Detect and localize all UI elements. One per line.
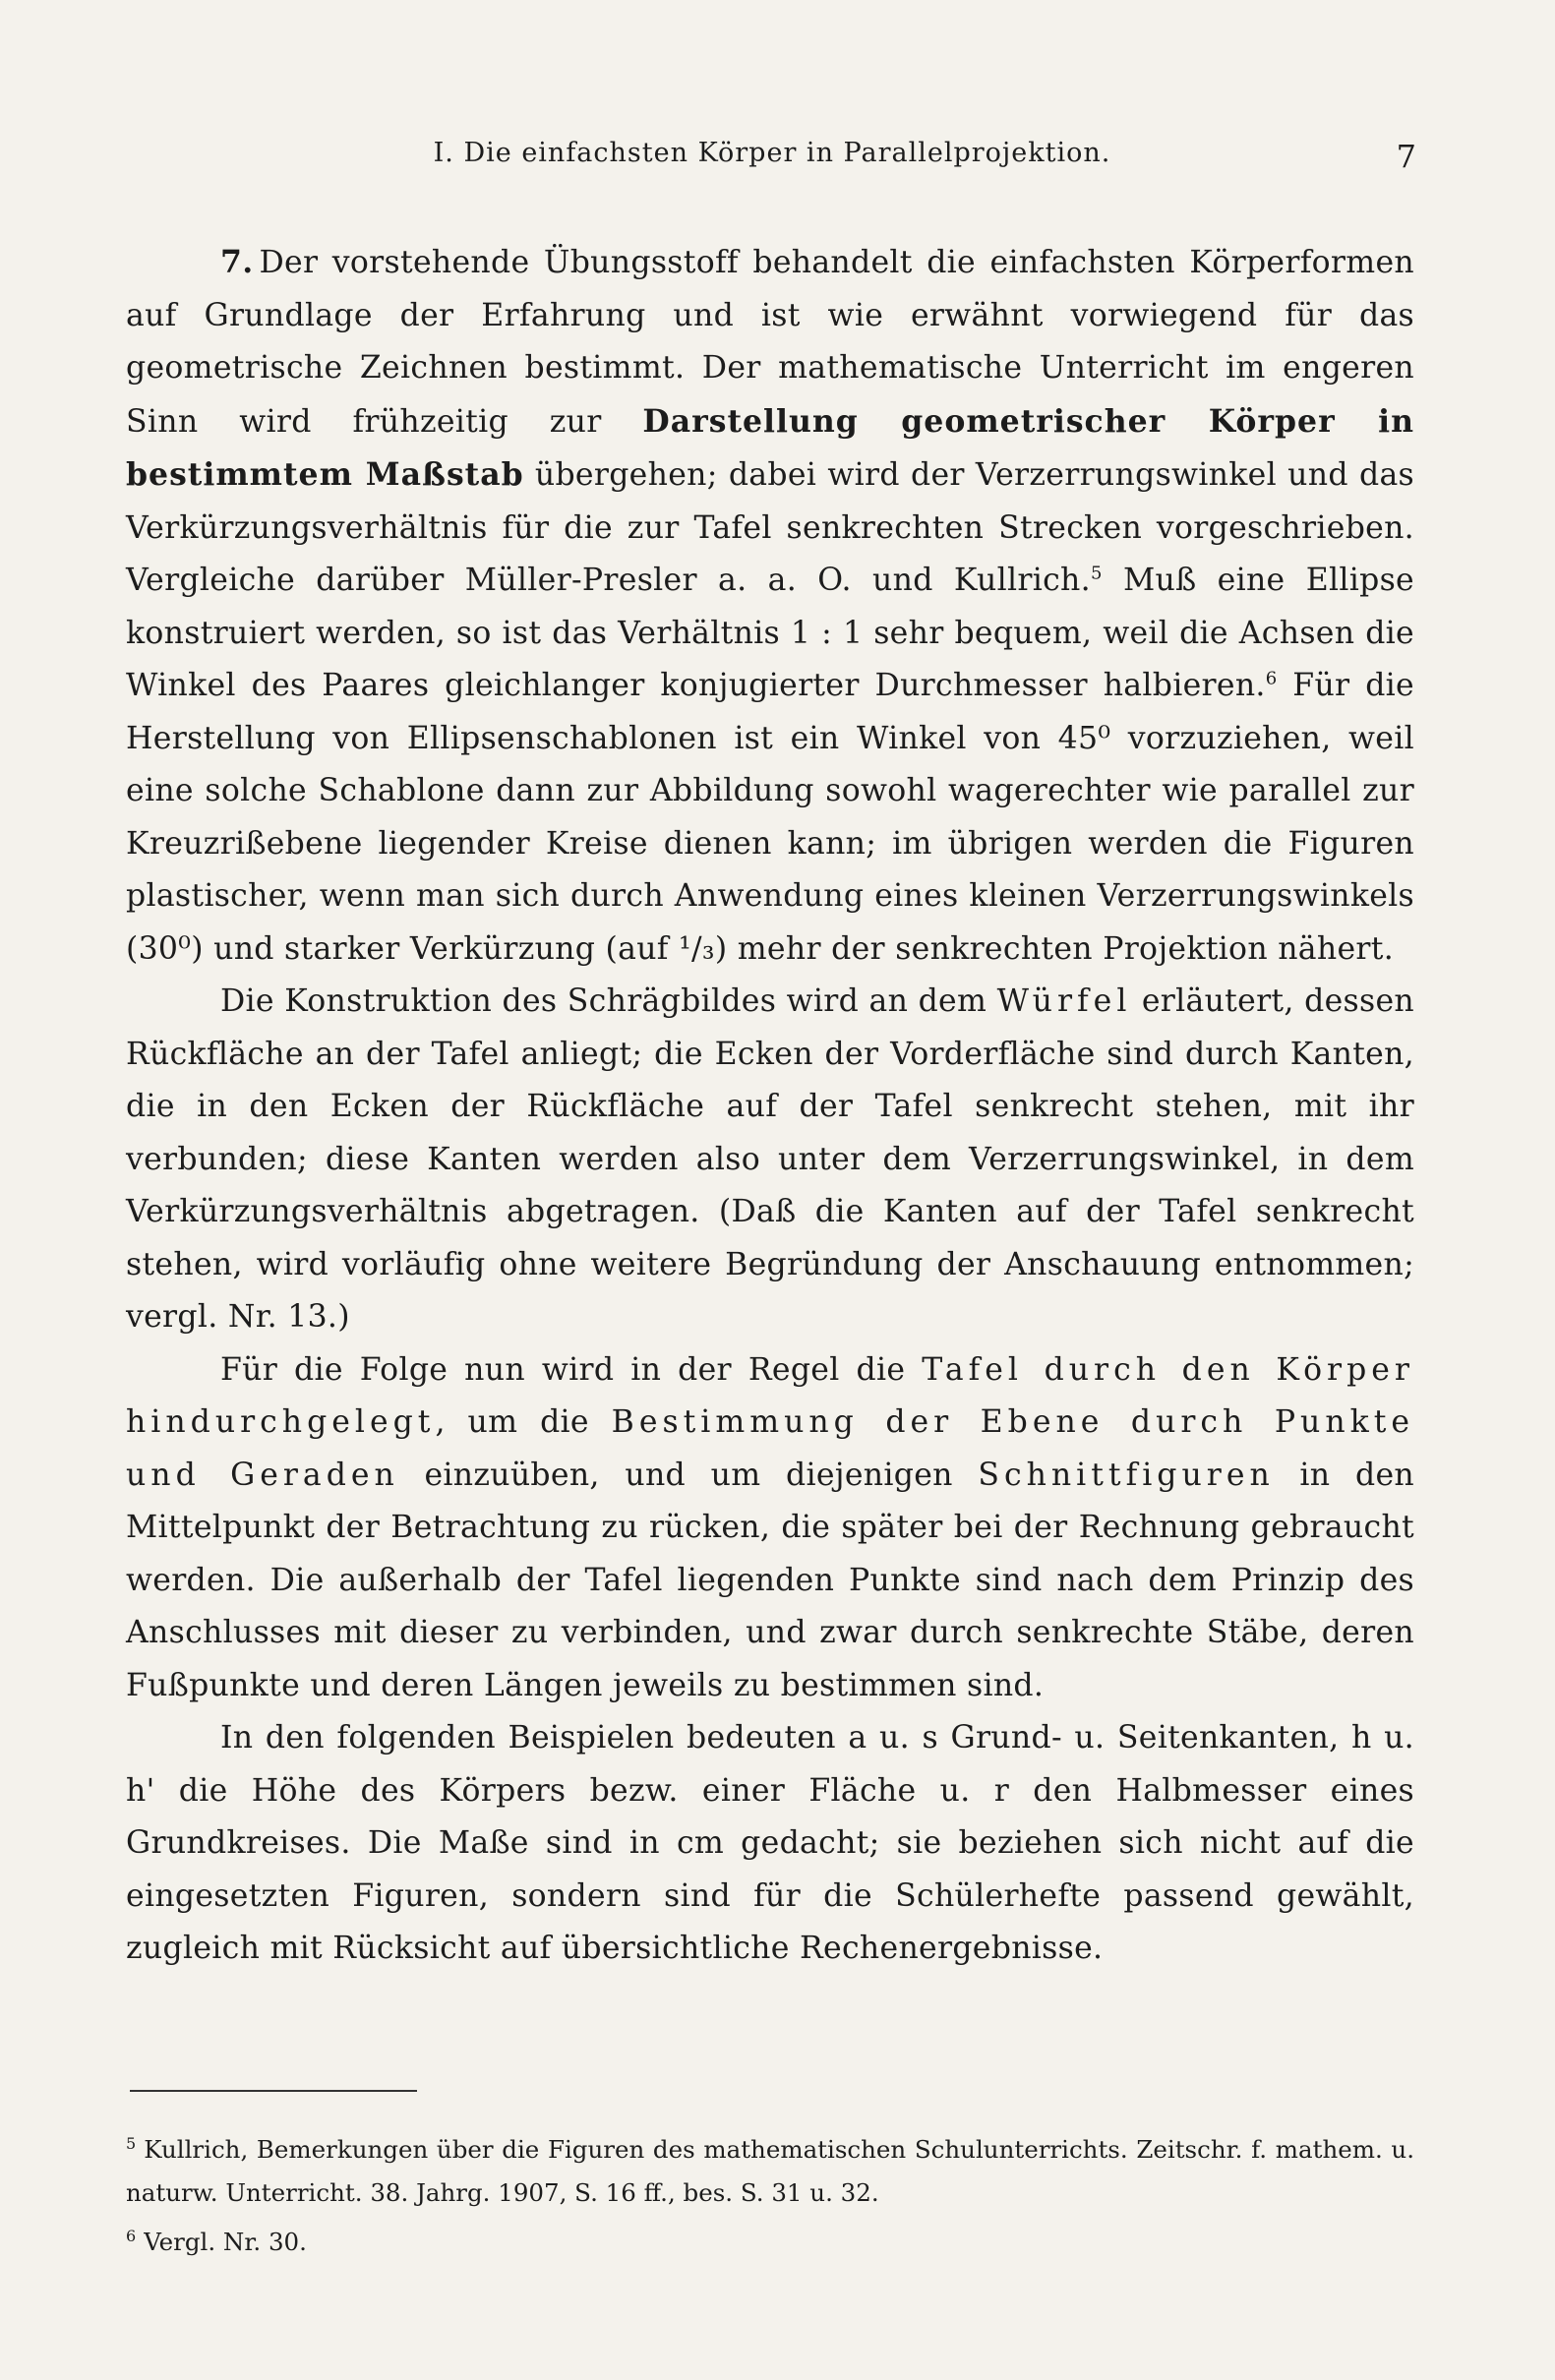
footnote-6 [126,2215,1414,2264]
paragraph-2 [126,976,1414,1344]
body-text [126,236,1414,1976]
footnote-text: Kullrich, Bemerkungen über die Figuren des mathematischen Schulunterrichts. Zeitschr. f. mathem. u. naturw. Unterricht. 38. Jahrg. 1907, S. 16 ff., bes. S. 31 u. 32. [126,2135,1414,2208]
footnote-text: Vergl. Nr. 30. [144,2228,307,2257]
footnote-mark: 5 [126,2134,137,2153]
paragraph-3-text-d: in den Mittelpunkt der Betrachtung zu rücken, die später bei der Rechnung gebraucht werden. Die außerhalb der Tafel liegenden Punkte sind nach dem Prinzip des Anschlusses mit dieser zu verbinden, und zwar durch senkrechte Stäbe, deren Fußpunkte und deren Längen jeweils zu bestimmen sind. [126,1457,1414,1703]
running-title: I. Die einfachsten Körper in Parallelprojektion. [433,138,1111,168]
paragraph-1-text-b: übergehen; dabei wird der Verzerrungswinkel und das Verkürzungsverhältnis für die zur Tafel senkrechten Strecken vorgeschrieben. Vergleiche darüber Müller-Presler a. a. O. und Kullrich. [126,457,1414,598]
paragraph-3-spaced-2: Bestimmung der Ebene durch Punkte und Geraden [126,1404,1414,1493]
paragraph-3-spaced-3: Schnittfiguren [978,1457,1275,1493]
footnote-ref-5: 5 [1090,563,1103,584]
paragraph-3-text-c: einzuüben, und um diejenigen [398,1457,979,1493]
footnotes [126,2122,1414,2264]
paragraph-1-text-a: Der vorstehende Übungsstoff behandelt die einfachsten Körperformen auf Grundlage der Erfahrung und ist wie erwähnt vorwiegend für das geometrische Zeichnen bestimmt. Der mathematische Unterricht im engeren Sinn wird frühzeitig zur [126,245,1414,440]
page-number: 7 [1396,138,1416,175]
paragraph-3-text-a: Für die Folge nun wird in der Regel die [220,1351,923,1388]
paragraph-3 [126,1344,1414,1713]
paragraph-2-text-a: Die Konstruktion des Schrägbildes wird an dem [220,983,997,1019]
footnote-mark: 6 [126,2227,137,2246]
running-head [128,138,1416,187]
paragraph-1 [126,236,1414,976]
section-number: 7. [220,244,254,280]
paragraph-3-spaced-1: Tafel durch den Körper hindurchgelegt [126,1351,1414,1440]
footnote-ref-6: 6 [1265,668,1278,689]
paragraph-2-spaced: Würfel [996,983,1132,1019]
paragraph-3-text-b: , um die [435,1404,612,1440]
paragraph-1-text-d: Für die Herstellung von Ellipsenschablonen ist ein Winkel von 45⁰ vorzuziehen, weil eine solche Schablone dann zur Abbildung sowohl wagerechter wie parallel zur Kreuzrißebene liegender Kreise dienen kann; im übrigen werden die Figuren plastischer, wenn man sich durch Anwendung eines kleinen Verzerrungswinkels (30⁰) und starker Verkürzung (auf ¹/₃) mehr der senkrechten Projektion nähert. [126,668,1414,967]
footnote-5 [126,2122,1414,2215]
paragraph-2-text-b: erläutert, dessen Rückfläche an der Tafel anliegt; die Ecken der Vorderfläche sind durch Kanten, die in den Ecken der Rückfläche auf der Tafel senkrecht stehen, mit ihr verbunden; diese Kanten werden also unter dem Verzerrungswinkel, in dem Verkürzungsverhältnis abgetragen. (Daß die Kanten auf der Tafel senkrecht stehen, wird vorläufig ohne weitere Begründung der Anschauung entnommen; vergl. Nr. 13.) [126,983,1414,1335]
paragraph-4: In den folgenden Beispielen bedeuten a u. s Grund- u. Seitenkanten, h u. h' die Höhe des Körpers bezw. einer Fläche u. r den Halbmesser eines Grundkreises. Die Maße sind in cm gedacht; sie beziehen sich nicht auf die eingesetzten Figuren, sondern sind für die Schülerhefte passend gewählt, zugleich mit Rücksicht auf übersichtliche Rechenergebnisse. [126,1720,1414,1966]
paragraph-1-text-c: Muß eine Ellipse konstruiert werden, so ist das Verhältnis 1 : 1 sehr bequem, weil die Achsen die Winkel des Paares gleichlanger konjugierter Durchmesser halbieren. [126,563,1414,703]
paragraph-1-bold: Darstellung geometrischer Körper in bestimmtem Maßstab [126,402,1414,493]
footnote-divider [130,2090,417,2092]
